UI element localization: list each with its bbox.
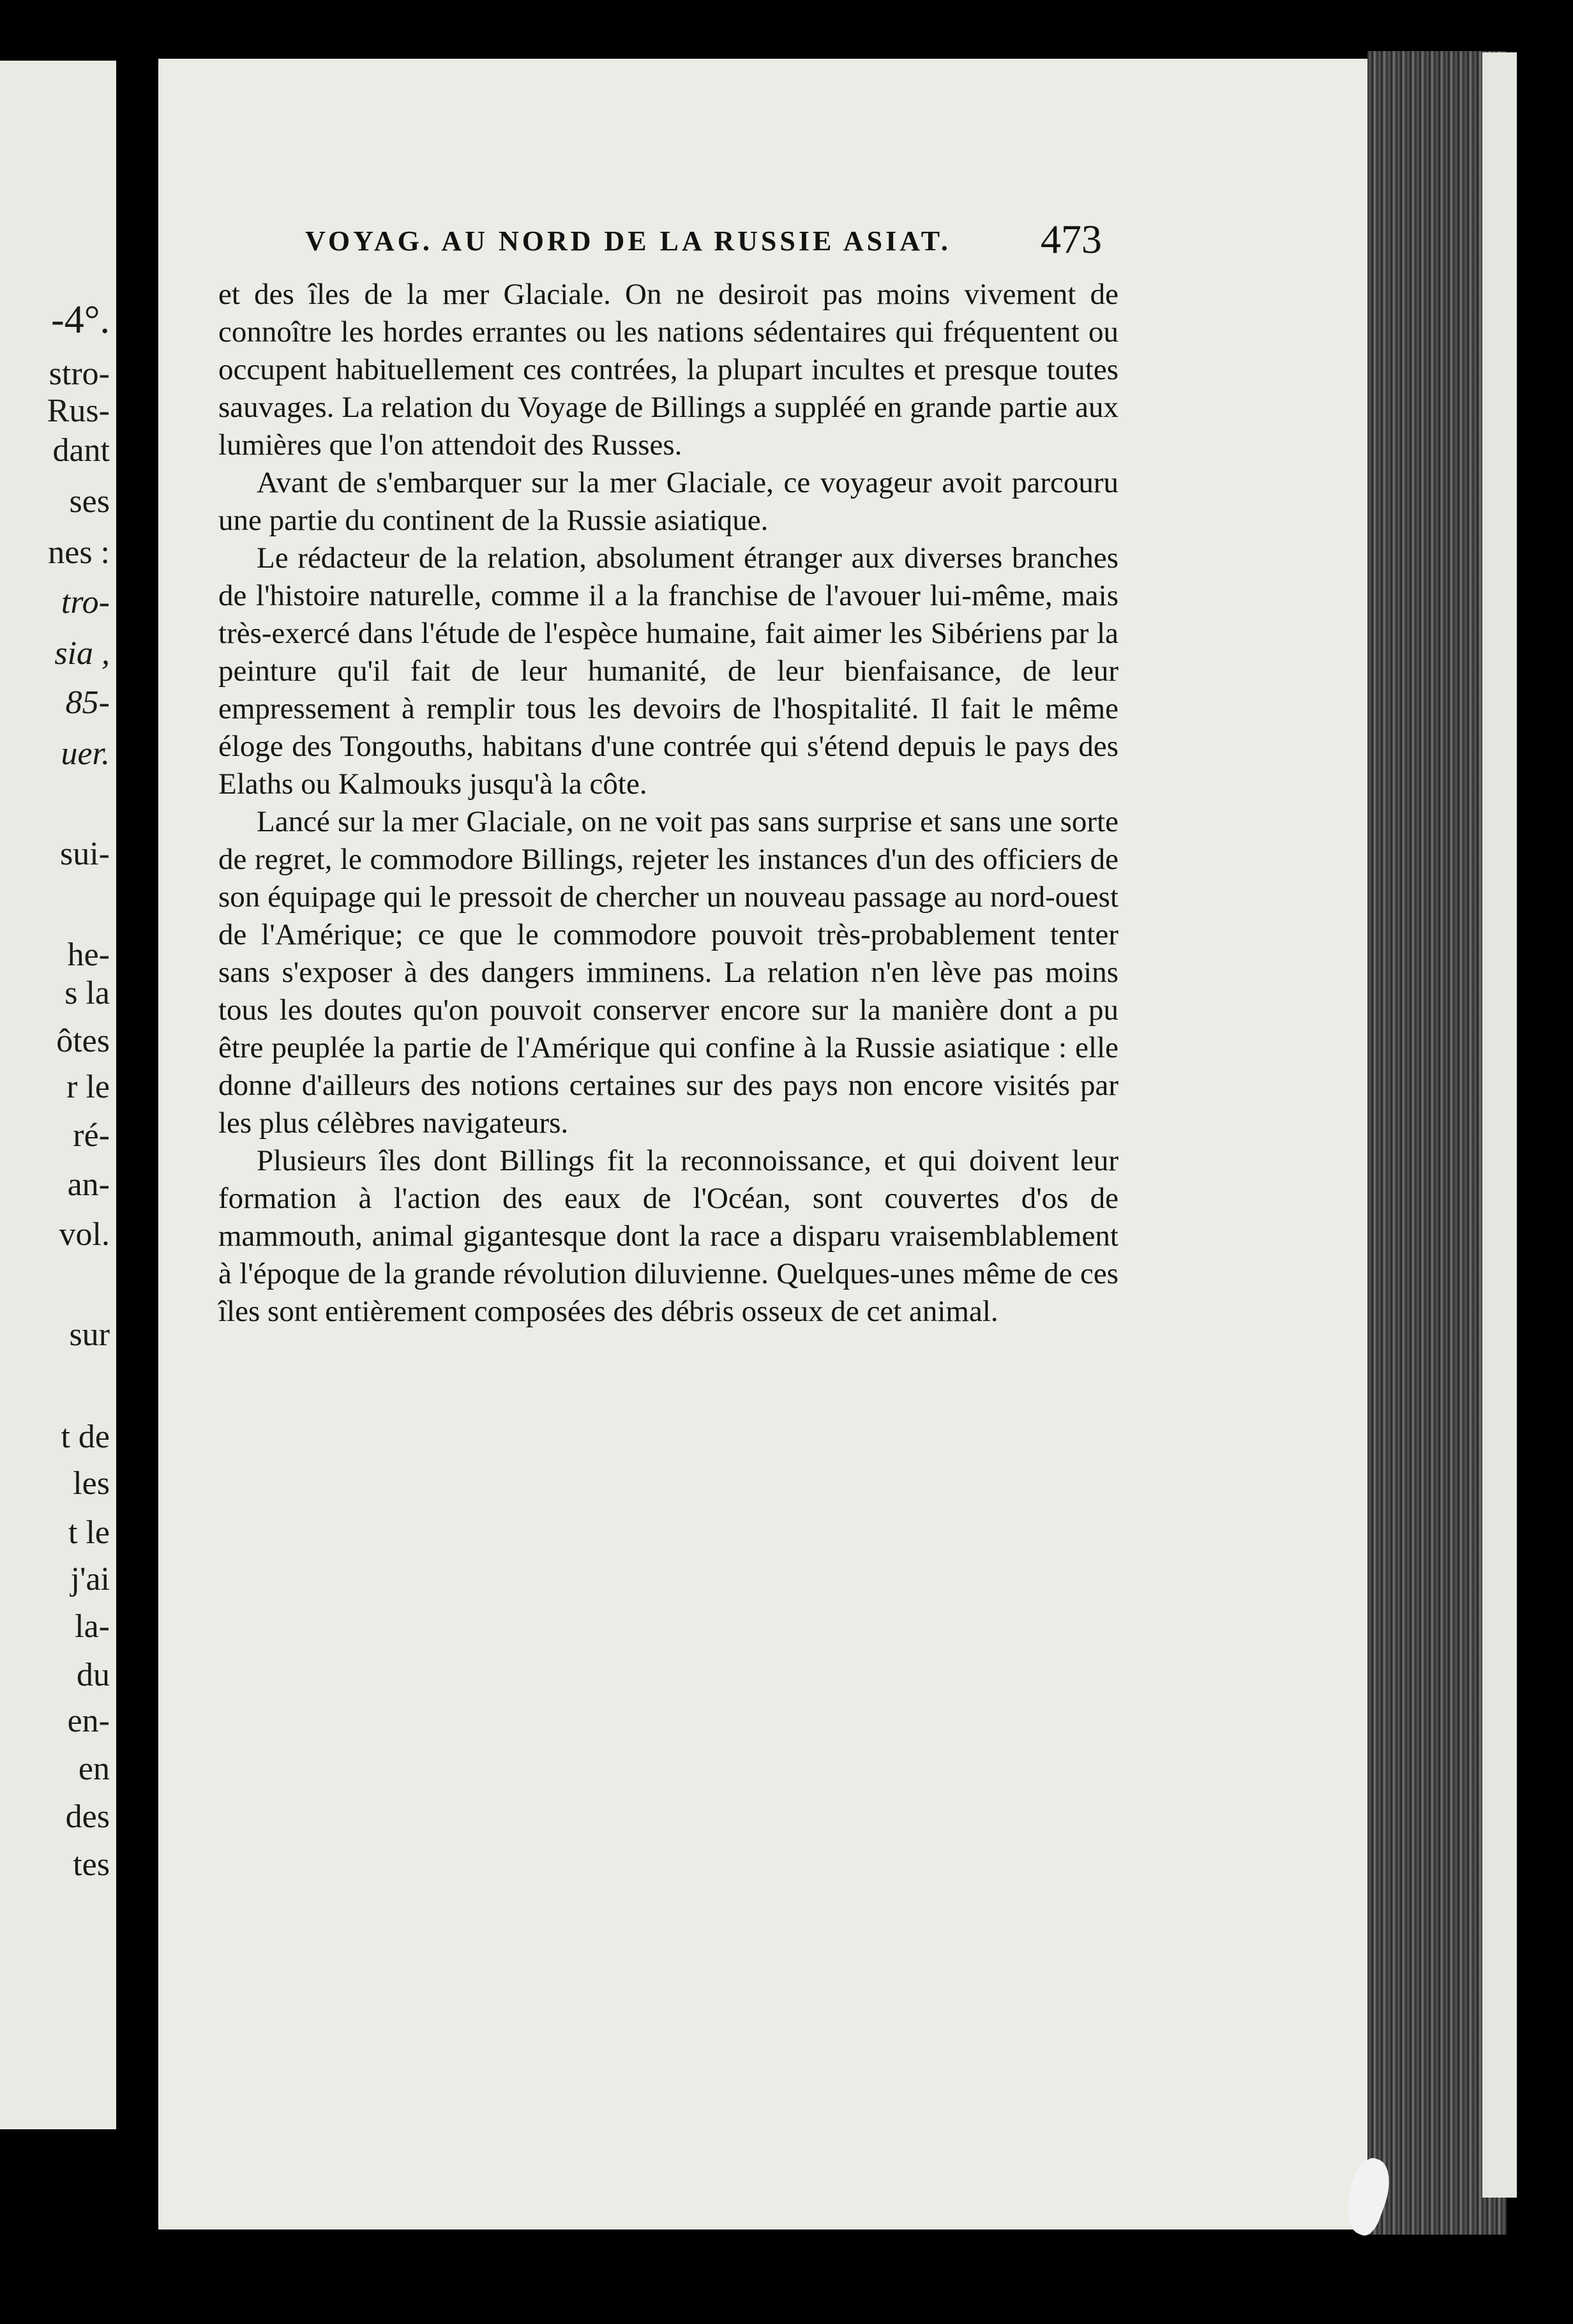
left-page-fragment: -4°. (51, 298, 110, 342)
paragraph-5: Plusieurs îles dont Billings fit la reconnoissance, et qui doivent leur formation à l'action des eaux de l'Océan, sont couvertes d'os de mammouth, animal gigantesque dont la race a disparu vraisemblablement à l'époque de la grande révolution diluvienne. Quelques-unes même de ces îles sont entièrement composées des débris osseux de cet animal. (218, 1144, 1118, 1328)
left-page-fragment: tro- (61, 584, 110, 621)
left-page-fragment: stro- (49, 356, 110, 392)
page-number: 473 (1041, 216, 1102, 262)
paragraph-2: Avant de s'embarquer sur la mer Glaciale, ce voyageur avoit parcouru une partie du continent de la Russie asiatique. (218, 466, 1118, 537)
left-page-fragment: du (77, 1657, 110, 1693)
left-page-fragment: en- (67, 1703, 110, 1739)
paragraph-1: et des îles de la mer Glaciale. On ne desiroit pas moins vivement de connoître les hordes errantes ou les nations sédentaires qui fréquentent ou occupent habituellement ces contrées, la plupart incultes et presque toutes sauvages. La relation du Voyage de Billings a suppléé en grande partie aux lumières que l'on attendoit des Russes. (218, 278, 1118, 462)
left-page-fragment: Rus- (47, 393, 110, 429)
left-page-fragment: r le (66, 1069, 110, 1105)
left-page-fragment: ré- (73, 1117, 110, 1154)
left-page-fragment: dant (52, 432, 110, 469)
left-page-fragment: j'ai (70, 1561, 110, 1597)
left-page-fragment: an- (67, 1166, 110, 1203)
edge-sheet (1482, 52, 1517, 2198)
left-page-fragment: vol. (59, 1216, 110, 1253)
left-page-fragment: sia , (54, 635, 110, 672)
body-text (218, 276, 1118, 1331)
left-page-fragment: en (78, 1751, 110, 1787)
paragraph-3: Le rédacteur de la relation, absolument étranger aux diverses branches de l'histoire naturelle, comme il a la franchise de l'avouer lui-même, mais très-exercé dans l'étude de l'espèce humaine, fait aimer les Sibériens par la peinture qu'il fait de leur humanité, de leur bienfaisance, de leur empressement à remplir tous les devoirs de l'hospitalité. Il fait le même éloge des Tongouths, habitans d'une contrée qui s'étend depuis le pays des Elaths ou Kalmouks jusqu'à la côte. (218, 541, 1118, 801)
left-page-fragment: sur (69, 1317, 110, 1353)
left-page-fragment: des (65, 1799, 110, 1835)
running-head: VOYAG. AU NORD DE LA RUSSIE ASIAT. (305, 225, 951, 257)
left-page-fragment: ôtes (56, 1023, 110, 1059)
left-page-fragment: s la (64, 975, 110, 1011)
paragraph-4: Lancé sur la mer Glaciale, on ne voit pas sans surprise et sans une sorte de regret, le commodore Billings, rejeter les instances d'un des officiers de son équipage qui le pressoit de chercher un nouveau passage au nord-ouest de l'Amérique; ce que le commodore pouvoit très-probablement tenter sans s'exposer à des dangers imminens. La relation n'en lève pas moins tous les doutes qu'on pouvoit conserver encore sur la manière dont a pu être peuplée la partie de l'Amérique qui confine à la Russie asiatique : elle donne d'ailleurs des notions certaines sur des pays non encore visités par les plus célèbres navigateurs. (218, 805, 1118, 1140)
left-page-fragment: t le (68, 1514, 110, 1551)
left-page-fragment: la- (75, 1608, 110, 1645)
left-page-fragment: nes : (48, 534, 110, 571)
left-facing-page (0, 61, 116, 2129)
left-page-fragment: t de (61, 1419, 110, 1455)
left-page-fragment: 85- (65, 684, 110, 721)
left-page-fragment: he- (67, 937, 110, 973)
left-page-fragment: tes (73, 1846, 110, 1883)
left-page-fragment: sui- (60, 836, 110, 872)
left-page-fragment: les (73, 1465, 110, 1502)
left-page-fragment: uer. (61, 736, 110, 772)
left-page-fragment: ses (69, 483, 110, 520)
